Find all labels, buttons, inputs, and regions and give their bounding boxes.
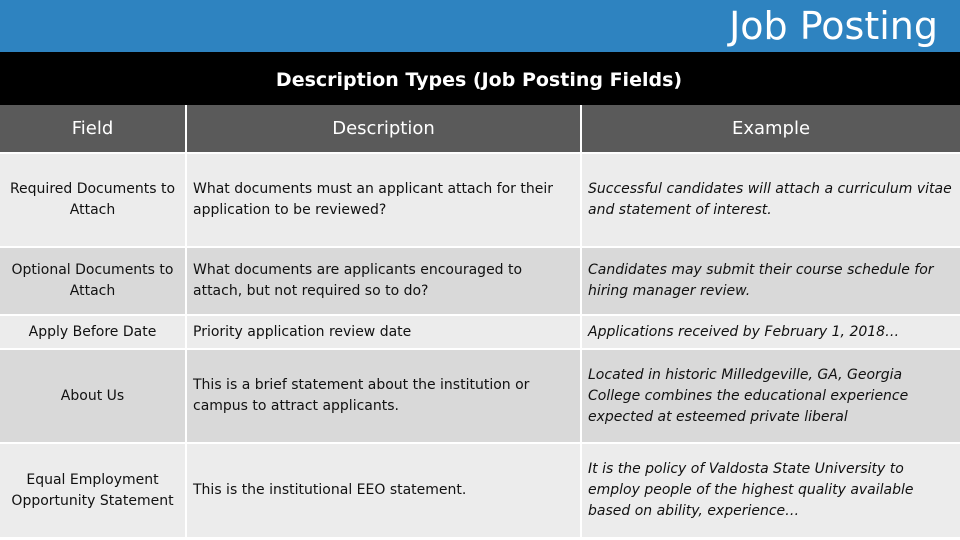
- table-row: [0, 153, 960, 247]
- description-cell: This is a brief statement about the institution or campus to attract applicants.: [186, 349, 581, 443]
- title-bar: [0, 0, 960, 52]
- table-row: [0, 315, 960, 349]
- column-header-example: Example: [581, 105, 960, 153]
- example-cell: Candidates may submit their course schedule for hiring manager review.: [581, 247, 960, 315]
- column-header-description: Description: [186, 105, 581, 153]
- page-title: Job Posting: [729, 4, 938, 48]
- field-cell: Optional Documents to Attach: [0, 247, 186, 315]
- description-cell: What documents are applicants encouraged to attach, but not required so to do?: [186, 247, 581, 315]
- example-cell: Located in historic Milledgeville, GA, Georgia College combines the educational experience expected at esteemed private liberal: [581, 349, 960, 443]
- example-cell: Applications received by February 1, 2018…: [581, 315, 960, 349]
- field-cell: Equal Employment Opportunity Statement: [0, 443, 186, 538]
- page-subtitle: Description Types (Job Posting Fields): [275, 69, 683, 91]
- description-cell: Priority application review date: [186, 315, 581, 349]
- table-row: [0, 247, 960, 315]
- field-cell: Required Documents to Attach: [0, 153, 186, 247]
- description-cell: What documents must an applicant attach for their application to be reviewed?: [186, 153, 581, 247]
- table-row: [0, 349, 960, 443]
- field-cell: About Us: [0, 349, 186, 443]
- table-row: [0, 443, 960, 538]
- description-cell: This is the institutional EEO statement.: [186, 443, 581, 538]
- job-posting-fields-table: [0, 105, 960, 539]
- example-cell: Successful candidates will attach a curriculum vitae and statement of interest.: [581, 153, 960, 247]
- field-cell: Apply Before Date: [0, 315, 186, 349]
- subtitle-bar: [0, 52, 960, 105]
- column-header-field: Field: [0, 105, 186, 153]
- example-cell: It is the policy of Valdosta State University to employ people of the highest quality available based on ability, experience…: [581, 443, 960, 538]
- table-header-row: [0, 105, 960, 153]
